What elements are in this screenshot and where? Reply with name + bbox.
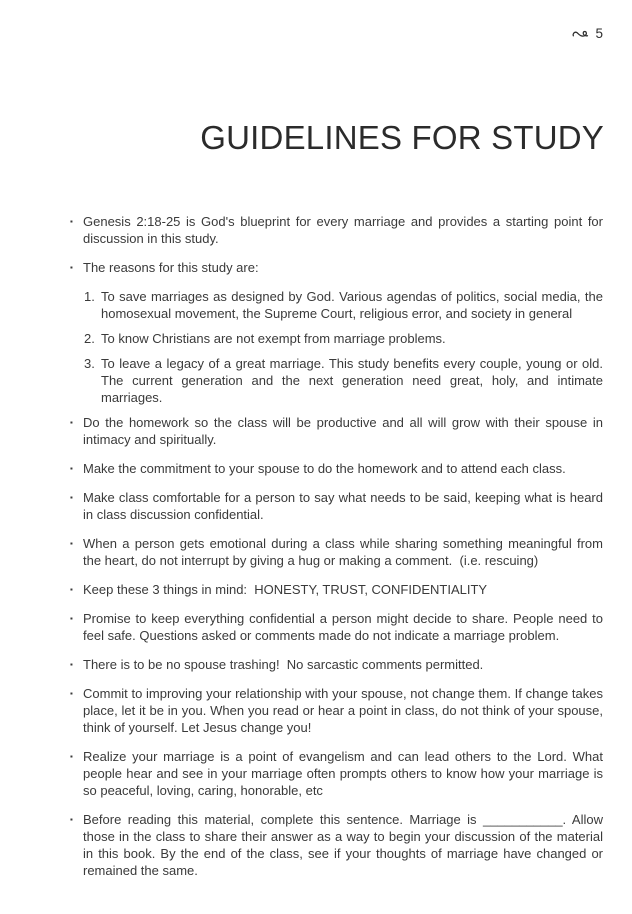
list-item-text: To know Christians are not exempt from marriage problems. xyxy=(101,331,446,346)
page-number xyxy=(572,26,603,41)
list-item-text: Make the commitment to your spouse to do the homework and to attend each class. xyxy=(83,461,566,476)
list-item xyxy=(70,685,603,736)
list-item xyxy=(70,460,603,477)
list-marker: ▪ xyxy=(70,217,73,226)
list-item-text: There is to be no spouse trashing! No sarcastic comments permitted. xyxy=(83,657,484,672)
list-marker: 2. xyxy=(84,331,95,346)
list-marker: ▪ xyxy=(70,585,73,594)
list-marker: ▪ xyxy=(70,815,73,824)
list-item xyxy=(70,811,603,879)
list-marker: ▪ xyxy=(70,660,73,669)
list-marker: 1. xyxy=(84,289,95,304)
list-item xyxy=(70,414,603,448)
list-item xyxy=(70,330,603,347)
list-item xyxy=(70,748,603,799)
list-marker: ▪ xyxy=(70,752,73,761)
list-marker: ▪ xyxy=(70,614,73,623)
list-item-text: When a person gets emotional during a class while sharing something meaningful from the heart, do not interrupt by giving a hug or making a comment. (i.e. rescuing) xyxy=(83,536,603,568)
list-marker: ▪ xyxy=(70,418,73,427)
list-item-text: To save marriages as designed by God. Various agendas of politics, social media, the homosexual movement, the Supreme Court, religious error, and society in general xyxy=(101,289,603,321)
list-item-text: Keep these 3 things in mind: HONESTY, TRUST, CONFIDENTIALITY xyxy=(83,582,488,597)
list-item-text: Realize your marriage is a point of evangelism and can lead others to the Lord. What people hear and see in your marriage often prompts others to know how your marriage is so peaceful, loving, caring, honorable, etc xyxy=(83,749,603,798)
list-marker: ▪ xyxy=(70,464,73,473)
list-item xyxy=(70,535,603,569)
list-item xyxy=(70,259,603,276)
list-marker: ▪ xyxy=(70,493,73,502)
list-item-text: To leave a legacy of a great marriage. This study benefits every couple, young or old. The current generation and the next generation need great, holy, and intimate marriages. xyxy=(101,356,603,405)
list-marker: 3. xyxy=(84,356,95,371)
list-marker: ▪ xyxy=(70,263,73,272)
list-item xyxy=(70,355,603,406)
list-item xyxy=(70,489,603,523)
list-marker: ▪ xyxy=(70,689,73,698)
list-item xyxy=(70,581,603,598)
list-marker: ▪ xyxy=(70,539,73,548)
list-item-text: Commit to improving your relationship with your spouse, not change them. If change takes place, let it be in you. When you read or hear a point in class, do not think of your spouse, think of yourself. Let Jesus change you! xyxy=(83,686,603,735)
page-number-value: 5 xyxy=(595,26,603,41)
list-item-text: Before reading this material, complete this sentence. Marriage is ___________. Allow those in the class to share their answer as a way to begin your discussion of the material in this book. By the end of the class, see if your thoughts of marriage have changed or remained the same. xyxy=(83,812,603,878)
list-item-text: Do the homework so the class will be productive and all will grow with their spouse in intimacy and spiritually. xyxy=(83,415,603,447)
guidelines-list xyxy=(70,213,603,891)
list-item xyxy=(70,656,603,673)
page-title: GUIDELINES FOR STUDY xyxy=(200,119,604,157)
list-item xyxy=(70,288,603,322)
list-item-text: Genesis 2:18-25 is God's blueprint for every marriage and provides a starting point for discussion in this study. xyxy=(83,214,603,246)
list-item-text: Make class comfortable for a person to say what needs to be said, keeping what is heard in class discussion confidential. xyxy=(83,490,603,522)
swash-fleuron-icon xyxy=(572,28,590,39)
list-item-text: The reasons for this study are: xyxy=(83,260,259,275)
list-item xyxy=(70,213,603,247)
list-item-text: Promise to keep everything confidential a person might decide to share. People need to feel safe. Questions asked or comments made do not indicate a marriage problem. xyxy=(83,611,603,643)
list-item xyxy=(70,610,603,644)
